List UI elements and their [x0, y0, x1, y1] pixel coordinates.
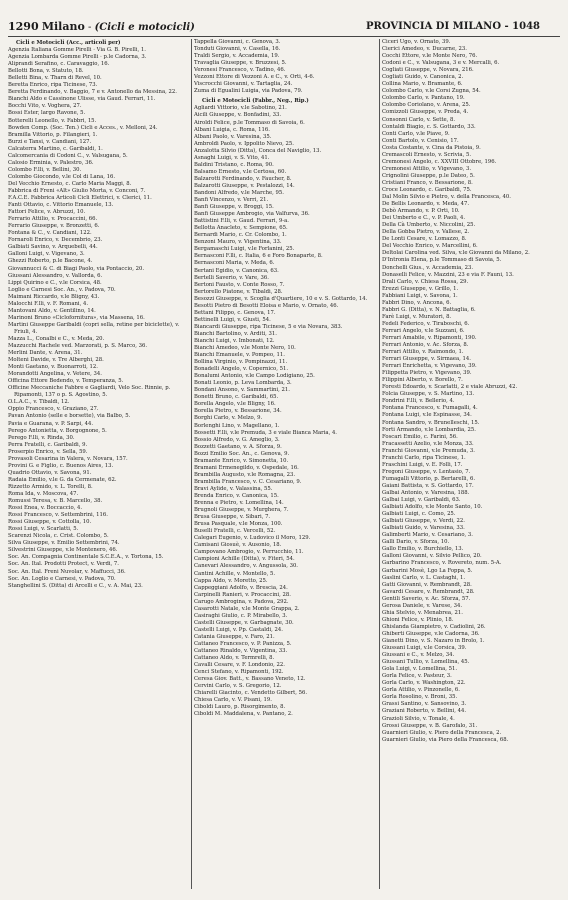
- list-item: Perego F.lli, v. Rinda, 30.: [8, 434, 75, 441]
- list-item: Ferrari Attilio, v. Raimondo, 1.: [382, 349, 464, 356]
- list-item: Codoni e C., v. Valsugana, 3 e v. Mercalli, 6.: [382, 60, 500, 67]
- list-item: Benzoni Mauro, v. Vigentina, 33.: [194, 239, 282, 246]
- list-item: Brambilla Francesco, v. C. Cesariano, 9.: [194, 478, 302, 485]
- list-item: Guarnieri Giulio, via Piero della Francesca, 68.: [382, 736, 509, 743]
- list-item: Colombo Giocondo, v.le Col di Lana, 16.: [8, 173, 116, 180]
- list-item: Ghezzi Roberto, p.le Bacone, 4.: [8, 258, 93, 265]
- list-item: Bozzetti Gaetano, v. A. Sforza, 9.: [194, 443, 282, 450]
- list-item: Gola Luigi, v. Lomellina, 51.: [382, 666, 458, 673]
- list-item: Conti Carlo, v.le Piave, 9.: [382, 130, 450, 137]
- list-item: Besozzi Giuseppe, v. Scoglia d'Quartiere, 10 e v. S. Gottardo, 14.: [194, 295, 368, 302]
- list-item: Aicili Giuseppe, v. Bonfadini, 33.: [194, 112, 282, 119]
- list-item: Soc. An. Ital. Prodotti Protect, v. Verdi, 7.: [8, 561, 119, 568]
- list-item: Baldini Tristano, c. Roma, 90.: [194, 161, 274, 168]
- list-item: Cogliati Giuseppe, v. Novara, 216.: [382, 67, 474, 74]
- list-item: Pavia e Guarana, v. P. Sarpi, 44.: [8, 420, 94, 427]
- list-item: Costa Costante, v. Cina da Pistoia, 9.: [382, 144, 481, 151]
- list-item: Perego Antonietta, v. Borgognone, 5.: [8, 427, 107, 434]
- list-item: Rossi Giuseppe, v. Cottolla, 10.: [8, 519, 92, 526]
- listing: [194, 105, 376, 718]
- list-item: Balsamo Ernesto, v.le Certosa, 60.: [194, 168, 287, 175]
- list-item: Fondrini F.lli, v. Bellerio, 4.: [382, 398, 455, 405]
- list-item: Galbai Antonio, v. Varesina, 188.: [382, 490, 470, 496]
- list-item: Ceresa Giov. Batt., v. Bassano Veneto, 12.: [194, 676, 306, 683]
- list-item: Fontana Sandro, v. Brunelleschi, 15.: [382, 419, 480, 426]
- list-item: Grossi Giuseppe, v. B. Garofalo, 31.: [382, 722, 478, 729]
- section-subtitle: (Cicli e motocicli): [94, 22, 195, 33]
- list-item: Ferrari Angelo, v.le Suzzani, 6.: [382, 327, 465, 334]
- list-item: Biancardi Giuseppe, ripa Ticinese, 5 e via Novara, 383.: [194, 323, 343, 330]
- page-number: 1290: [8, 20, 39, 33]
- list-item: Contaldi Biagio, c. S. Gottardo, 33.: [382, 123, 476, 130]
- list-item: Beretta Enrico, ripa Ticinese, 73.: [8, 82, 98, 89]
- list-item: Fontana & C., v. Candiani, 122.: [8, 230, 92, 237]
- list-item: Bollina Virginio, v. Pompinazzi, 11.: [194, 359, 288, 366]
- column-1: [8, 39, 188, 889]
- list-item: Rossi Francesco, v. Settembrini, 116.: [8, 512, 108, 519]
- list-item: F.A.C.E. Fabbrica Articoli Cicli Elettrici, v. Clerici, 11.: [8, 195, 152, 202]
- list-item: Bianchi Luigi, v. Imbonati, 12.: [194, 337, 275, 344]
- list-item: Gaiani Battista, v. S. Gottardo, 17.: [382, 482, 474, 489]
- list-item: Cervini Carlo, v. S. Gregorio, 12.: [194, 683, 282, 690]
- list-item: Guarnieri Giulio, v. Piero della Francesca, 2.: [382, 729, 502, 736]
- list-item: Martini Giuseppe Garibaldi (copri sella, retine per biciclette), v. Friuli, 4.: [8, 321, 180, 335]
- list-item: Galbiati Savino, v. Arquebelli, 44.: [8, 244, 98, 251]
- list-item: Bramani Ermenegildo, v. Ospedale, 16.: [194, 464, 299, 471]
- list-item: Colombo Carlo, v. Pantano, 19.: [382, 95, 465, 102]
- list-item: Castelli Luigi, v. Pp. Castaldi, 24.: [194, 626, 283, 633]
- list-item: Dei Umberto e C., v. P. Paoli, 4.: [382, 215, 466, 222]
- list-item: Galloni Giovanni, v. Silvio Pellico, 20.: [382, 553, 482, 560]
- list-item: Monti Gaetano, v. Buonarroti, 12.: [8, 364, 98, 371]
- list-item: Quadrio Ottavio, v. Savona, 91.: [8, 469, 92, 476]
- list-item: Cattaneo Francesco, v. P. Panizza, 5.: [194, 640, 292, 647]
- list-item: Pavan Antonio (selle e borsette), via Balbo, 5.: [8, 413, 131, 420]
- list-item: Agliardi Vittorio, v.le Sabotino, 21.: [194, 105, 287, 112]
- list-item: Bettani Filippo, c. Genova, 17.: [194, 309, 276, 316]
- list-item: Galbiati Adolfo, v.le Monte Santo, 10.: [382, 504, 483, 511]
- list-item: Franchi Giovanni, v.le Premuda, 3.: [382, 447, 475, 454]
- list-item: Ferrario Giuseppe, v. Bronzetti, 6.: [8, 223, 100, 230]
- list-item: Conti Bartolo, v. Cenisio, 17.: [382, 137, 459, 144]
- list-item: Borella Pietro, v. Bessarione, 34.: [194, 408, 282, 415]
- list-item: Mazzucchi Rachele ved. Marzorati, p. S. Marco, 36.: [8, 343, 148, 350]
- list-item: Carugo Ambrogina, v. Padova, 292.: [194, 598, 289, 605]
- list-item: Ciboldi Lauro, p. Risorgimento, 8.: [194, 704, 286, 711]
- list-item: Fattori Felice, v. Abruzzi, 10.: [8, 209, 86, 216]
- list-item: Proserpio Enrico, v. Sella, 59.: [8, 448, 88, 455]
- list-item: Ferrario Attilio, v. Procaccini, 66.: [8, 216, 98, 223]
- list-item: Gorla Felice, v. Pasteur, 3.: [382, 673, 452, 680]
- list-item: Vezzoni Ettore di Vezzoni A. e C., v. Orti, 4-6.: [194, 74, 315, 81]
- list-item: Rossi Luigi, v. Scarlatti, 5.: [8, 526, 79, 533]
- list-item: Canevari Alessandro, v. Angussola, 30.: [194, 563, 298, 570]
- list-item: Calcomercania di Codoni C., v. Valsugana, 5.: [8, 152, 128, 159]
- list-item: Calegari Eugenio, v. Ludovico il Moro, 129.: [194, 535, 311, 542]
- list-item: Marinoni Bruno «Ciclofornitura», via Massena, 16.: [8, 314, 145, 321]
- list-item: Bergamaschi Luigi, v.le Forlanini, 25.: [194, 246, 295, 253]
- page-ref: 1048: [512, 21, 540, 32]
- list-item: Albani Paolo, v. Varesina, 35.: [194, 133, 272, 140]
- list-item: Bianchi Bartolino, v. Arditi, 31.: [194, 330, 277, 337]
- list-item: Bossio Alfredo, v. G. Ameglio, 3.: [194, 436, 280, 443]
- list-item: Bonadelli Angelo, v. Copernico, 51.: [194, 366, 289, 373]
- list-item: Gallo Emilio, v. Burchiello, 13.: [382, 546, 464, 553]
- list-item: De Bellis Leonardo, v. Meda, 47.: [382, 201, 470, 208]
- list-item: Traldi Sergio, v. Accademia, 19.: [194, 53, 280, 60]
- list-item: Lippi Quirino e C., v.le Corsica, 48.: [8, 279, 102, 286]
- list-item: Fornaroli Enrico, v. Decembrio, 23.: [8, 237, 103, 244]
- list-item: Bocchi Vito, v. Voghera, 27.: [8, 103, 82, 110]
- column-divider: [379, 39, 380, 889]
- list-item: Casarotti Natale, v.le Monte Grappa, 2.: [194, 605, 300, 612]
- list-item: Ghiberti Giuseppe, v.le Cadorna, 36.: [382, 630, 480, 637]
- list-item: Ghia Stelvio, v. Menabrea, 21.: [382, 609, 463, 616]
- list-item: Collina Mario, v. Bramante, 6.: [382, 81, 463, 88]
- list-item: Gavardi Cesare, v. Rembrandt, 28.: [382, 588, 475, 595]
- list-item: Crignolini Giuseppe, p.le Dateo, 5.: [382, 172, 475, 179]
- list-item: Catania Giuseppe, v. Faro, 21.: [194, 633, 275, 640]
- list-item: Cattaneo Aldo, v. Termrelli, 8.: [194, 655, 275, 662]
- list-item: Ghioni Felice, v. Plinio, 18.: [382, 616, 454, 623]
- list-item: Cremonesi Angelo, c. XXVIII Ottobre, 196.: [382, 158, 497, 165]
- list-item: Buselli Fratelli, c. Vercelli, 52.: [194, 528, 276, 535]
- list-item: Gianetti Dino, v. S. Nazaro in Brolo, 1.: [382, 637, 485, 644]
- list-item: Bernardi Mario, c. Cr. Colombo, 1.: [194, 232, 287, 239]
- list-item: Malocchi F.lli, v. F. Romani, 4.: [8, 300, 89, 307]
- list-item: Mantovani Aldo, v. Gentilino, 14.: [8, 307, 96, 314]
- column-divider: [191, 39, 192, 889]
- column-3: [382, 39, 560, 889]
- list-item: Gentili Saverio, v. Ac. Sforza, 57.: [382, 595, 471, 602]
- list-item: Brambilla Augusto, v.le Romagna, 23.: [194, 471, 296, 478]
- list-item: Bertorello Piatone, v. Tibaldi, 28.: [194, 288, 283, 295]
- list-item: Cappeggiani Adolfo, v. Brescia, 24.: [194, 584, 288, 591]
- list-item: Tonduti Giovanni, v. Casella, 16.: [194, 46, 281, 53]
- list-item: Giussani Tullio, v. Lomellina, 45.: [382, 659, 470, 666]
- list-item: Bondani Ansono, v. Sammartini, 21.: [194, 387, 290, 394]
- list-item: Borella Angelo, v.le Bligny, 16.: [194, 401, 276, 408]
- list-item: Cocchi Ettore, v.le Monte Nero, 76.: [382, 53, 478, 60]
- columns: [8, 39, 560, 889]
- list-item: Bramante Enrico, v. Simonetta, 10.: [194, 457, 289, 464]
- list-item: Camisani Giosuè, v. Ausonio, 18.: [194, 542, 282, 549]
- list-item: Fanti Ottavio, c. Vittorio Emanuele, 13.: [8, 202, 114, 209]
- column-2: [194, 39, 376, 889]
- list-item: Zuma di Egualini Luigia, via Padova, 79.: [194, 88, 303, 95]
- list-item: Brenda Enrico, v. Canonica, 15.: [194, 493, 279, 499]
- list-item: Croce Leonardo, c. Garibaldi, 75.: [382, 186, 472, 193]
- list-item: Tappella Giovanni, c. Genova, 3.: [194, 39, 281, 45]
- list-item: Bramilla Vittorio, p. Filangieri, 1.: [8, 131, 98, 138]
- list-item: Rizzetto Armido, v. L. Torelli, 8.: [8, 483, 93, 490]
- list-item: Ghislanda Giampietro, v. Cadiolini, 26.: [382, 623, 486, 630]
- province-title: PROVINCIA DI MILANO: [365, 21, 502, 32]
- list-item: Oppio Francesco, v. Graziano, 27.: [8, 406, 99, 413]
- list-item: Grassi Santino, v. Sansovino, 3.: [382, 701, 467, 708]
- list-item: Bertelli Saverio, v. Vare, 36.: [194, 274, 269, 281]
- list-item: D'Intronia Elena, p.le Tommaso di Savoia, 5.: [382, 257, 502, 264]
- list-item: Brusa Giuseppe, v. Sibari, 7.: [194, 514, 271, 521]
- list-item: Cenci Stefano, v. Ripamonti, 192.: [194, 669, 284, 676]
- list-item: Agenzia Italiana Gomme Pirelli · Via G. B. Pirelli, 1.: [8, 47, 146, 54]
- list-item: De Lonti Cesare, v. Lomazzo, 8.: [382, 236, 467, 243]
- list-item: Del Vecchio Ernesto, c. Carlo Maria Maggi, 8.: [8, 180, 132, 187]
- list-item: Cavalli Cesare, v. F. Londonio, 22.: [194, 662, 285, 669]
- list-item: Airoldi Felice, p.le Tommaso di Savoia, 6.: [194, 119, 305, 126]
- list-item: Debò Armando, v. P. Orti, 10.: [382, 208, 460, 215]
- header-right: PROVINCIA DI MILANO - 1048: [365, 21, 540, 32]
- list-item: Cantini Achille, v. Montello, 5.: [194, 570, 276, 577]
- list-item: Officine Meccaniche Fabbre e Gagliardi, Velo Soc. Rinnie, p. Ripamonti, 137 o p. S. Agostino, 5.: [8, 385, 171, 399]
- list-item: Foresti Edoardo, v. Scarlatti, 2 e viale Abruzzi, 42.: [382, 384, 518, 391]
- list-item: Banfi Giuseppe Ambrogio, via Valfurva, 36.: [194, 211, 310, 218]
- list-item: Cappa Aldo, v. Moretto, 25.: [194, 577, 268, 584]
- list-item: Calcaterra Martino, c. Garibaldi, 1.: [8, 145, 103, 152]
- list-item: Franchi Carlo, ripa Ticinese, 1.: [382, 454, 466, 461]
- list-item: Campioni Achille (Ditta), v. Fiteri, 54.: [194, 556, 295, 563]
- list-item: Carpinelli Ranieri, v. Procaccini, 28.: [194, 591, 291, 598]
- list-item: Viscrocchi Giovanni, v. Tartaglia, 24.: [194, 81, 293, 88]
- list-item: Gorla Carlo, v. Washington, 22.: [382, 680, 466, 687]
- list-item: Bandoni Alfredo, v.le Marche, 95.: [194, 189, 284, 196]
- list-item: Casiraghi Giulio, c. P. Mirabello, 3.: [194, 612, 288, 619]
- list-item: Galbiati Guido, v. Varesina, 33.: [382, 525, 465, 532]
- list-item: Cristiani Franco, v. Bessarione, 8.: [382, 179, 473, 186]
- list-item: Romussi Teresa, v. B. Marcello, 38.: [8, 498, 103, 505]
- list-item: Bellotti Bona, v. Statuto, 18.: [8, 68, 84, 75]
- list-item: Donchelli Gius., v. Accademia, 23.: [382, 264, 474, 271]
- list-item: Brugnoli Giuseppe, v. Murghera, 7.: [194, 507, 289, 514]
- list-item: Rossi Enea, v. Boccaccio, 4.: [8, 505, 83, 512]
- list-item: Del Vecchio Enrico, v. Marcellini, 6.: [382, 243, 478, 250]
- list-item: Ferrari Giuseppe, v. Sirmaea, 14.: [382, 356, 471, 363]
- list-item: Della Gobba Pietro, v. Vallese, 2.: [382, 229, 470, 236]
- list-item: Cattaneo Rinaldo, v. Vigentina, 33.: [194, 648, 288, 655]
- list-item: Cogliati Guido, v. Canonica, 2.: [382, 74, 464, 81]
- listing: [8, 47, 188, 590]
- list-item: Farè Luigi, v. Muratori, 8.: [382, 313, 452, 320]
- list-item: Bossetti F.lli, v.le Premuda, 3 e viale Bianca Maria, 4.: [194, 429, 337, 436]
- list-item: Fabbiani Luigi, v. Savona, 1.: [382, 292, 458, 299]
- list-item: Maimani Riccardo, v.le Bligny, 43.: [8, 293, 100, 300]
- list-item: O.L.A.C., v. Tibaldi, 12.: [8, 399, 70, 406]
- list-item: Asnaghi Luigi, v. S. Vito, 41.: [194, 154, 270, 161]
- list-item: Officina Ettore Bedendo, v. Temperanza, 5.: [8, 378, 124, 385]
- list-item: Fabbri Dino, v. Ancona, 6.: [382, 299, 452, 306]
- list-item: Perra Fratelli, c. Garibaldi, 9.: [8, 441, 88, 448]
- list-item: Giussani Alessandro, v. Vallorda, 6.: [8, 272, 103, 279]
- list-item: Chiesa Carlo, v. V. Pisani, 19.: [194, 697, 272, 704]
- list-item: Filippini Alberto, v. Borello, 7.: [382, 377, 463, 384]
- list-item: Soc. An. Loglio e Carnesi, v. Padova, 70.: [8, 575, 116, 582]
- section-heading: Cicli e Motocicli (Fabbr., Neg., Rip.): [202, 98, 309, 105]
- list-item: Beretta Ferdinando, v. Baggio, 7 e v. Antonello da Messina, 22.: [8, 89, 177, 96]
- list-item: Bravi Aylide, v. Valassina, 55.: [194, 485, 273, 492]
- list-item: Giussani e C., v. Melzo, 34.: [382, 652, 455, 659]
- list-item: Garbarino Francesco, v. Rovereto, num. 5-A.: [382, 560, 502, 567]
- list-item: Cremascoli Ernesto, v. Scrivia, 5.: [382, 151, 472, 158]
- list-item: Agenzia Lombarda Gomme Pirelli · p.le Cadorna, 3.: [8, 54, 147, 61]
- list-item: Balzarotti Giuseppe, v. Pestalozzi, 14.: [194, 182, 295, 189]
- list-item: Provini G. e Figlio, c. Buenos Aires, 13.: [8, 462, 114, 469]
- section-heading: Cicli e Motocicli (Acc., articoli per): [16, 40, 121, 46]
- list-item: Bossi Ester, largo Ravone, 5.: [8, 110, 86, 117]
- list-item: Silva Giuseppe, v. Emilio Settembrini, 74.: [8, 540, 120, 547]
- list-item: Garbarini Mosè, Lgo La Foppa, 5.: [382, 567, 473, 574]
- list-item: Brenna e Pietro, v. Lomellina, 14.: [194, 500, 284, 507]
- list-item: Galbiati Giuseppe, v. Verdi, 22.: [382, 518, 465, 525]
- list-item: Folcia Giuseppe, v. S. Martino, 13.: [382, 391, 475, 398]
- list-item: Gaslini Carlo, v. L. Castaghi, 1.: [382, 574, 466, 581]
- list-item: Ambroldi Paolo, v. Ippolito Nievo, 25.: [194, 140, 294, 147]
- list-item: Filippetta Pietro, v. Vigevano, 39.: [382, 370, 472, 377]
- list-item: Bernasconi Maria, v. Meda, 6.: [194, 260, 275, 267]
- list-item: Castelli Giuseppe, v. Garbagnate, 30.: [194, 619, 294, 626]
- list-item: Gorla Rosolino, v. Broni, 35.: [382, 694, 458, 701]
- list-item: Fumagalli Vittorio, p. Bertarelli, 6.: [382, 475, 476, 482]
- list-item: Erezzi Giuseppe, v. Grillo, 1.: [382, 285, 459, 292]
- list-item: Bettinelli Luigi, v. Giusti, 54.: [194, 316, 271, 323]
- list-item: Silvestrini Giuseppe, v.le Montenero, 46.: [8, 547, 118, 554]
- list-item: Morandotti Angelina, v. Vetere, 34.: [8, 371, 102, 378]
- list-item: Battistini F.lli, v. Gaud. Ferrari, 9-a.: [194, 218, 289, 225]
- city-name: Milano: [41, 20, 85, 33]
- list-item: Aliprandi Serafino, c. Caravaggio, 16.: [8, 61, 110, 68]
- list-item: Ferrari Amabile, v. Ripamonti, 190.: [382, 334, 477, 341]
- list-item: Bellotta Anacleto, v. Sempione, 65.: [194, 225, 288, 232]
- listing: [194, 39, 376, 95]
- list-item: Borghi Carlo, v. Melzo, 9.: [194, 415, 263, 422]
- list-item: Molteni Davide, v. Tre Alberghi, 28.: [8, 357, 104, 364]
- list-item: Gatti Giovanni, v. Rembrandt, 28.: [382, 581, 472, 588]
- list-item: Brusa Pasquale, v.le Monza, 100.: [194, 521, 283, 528]
- list-item: Provasoli Cesarina in Valera, v. Novara, 157.: [8, 455, 128, 462]
- list-item: Borlenghi Lino, v. Magellano, 1.: [194, 422, 280, 429]
- list-item: Roma Ida, v. Moscova, 47.: [8, 491, 79, 497]
- list-item: Calosio Erminia, v. Palestro, 36.: [8, 159, 94, 166]
- list-item: Bowden Comp. (Soc. Ten.) Cicli e Acces., v. Melloni, 24.: [8, 124, 158, 131]
- header-left: 1290 Milano - (Cicli e motocicli): [8, 20, 195, 33]
- list-item: Galbai Luigi, v. Garibaldi, 63.: [382, 497, 461, 504]
- list-item: Cremonesi Attilio, v. Vigevano, 3.: [382, 165, 472, 172]
- list-item: Bonati Leonio, p. Leva Lombarda, 3.: [194, 380, 292, 387]
- list-item: Donaselli Felice, v. Mazzini, 23 e via F. Fauni, 13.: [382, 271, 514, 278]
- list-item: Bianchi Emanuele, v. Pompeo, 11.: [194, 352, 285, 359]
- list-item: Graziani Roberto, v. Bellini, 44.: [382, 708, 467, 715]
- list-item: Comizzoli Giuseppe, v. Preda, 4.: [382, 109, 469, 116]
- list-item: Fraschini Luigi, v. E. Folli, 17.: [382, 461, 463, 468]
- listing: [382, 39, 560, 744]
- list-item: Besotti Pietro di Besotti Eloisa e Mario, v. Ornato, 46.: [194, 302, 339, 309]
- list-item: Travaglia Giuseppe, v. Bruzzesi, 5.: [194, 60, 287, 67]
- list-item: Galimberti Mario, v. Cesariano, 3.: [382, 532, 473, 539]
- list-item: Radaia Emilio, v.le G. da Cermenate, 62.: [8, 476, 117, 483]
- list-item: Foscari Emilio, c. Farini, 56.: [382, 433, 458, 440]
- list-item: Soc. An. Ital. Freni Nuvolar, v. Maffucci, 36.: [8, 568, 126, 575]
- list-item: Balzarotti Ferdinando, v. Faucher, 8.: [194, 175, 292, 182]
- list-item: Cierici Amedeo, v. Ducarne, 23.: [382, 46, 467, 53]
- list-item: Colombo Coriolano, v. Arena, 25.: [382, 102, 471, 109]
- list-item: Bonalumi Antonio, v.le Campo Lodigiano, 25.: [194, 373, 315, 380]
- list-item: Scarenzi Nicola, c. Crist. Colombo, 5.: [8, 533, 109, 540]
- list-item: Bertani Egidio, v. Canonica, 63.: [194, 267, 279, 274]
- list-item: Fabbrica di Freni «Alt» Giulio Morta, v. Conconi, 7.: [8, 187, 146, 194]
- list-item: Mazza L., Conalbi e C., v. Meda, 20.: [8, 335, 105, 342]
- list-item: Bianchi Amedeo, v.le Monte Nero, 10.: [194, 345, 296, 352]
- list-item: Merlini Dante, v. Arena, 31.: [8, 350, 83, 357]
- list-item: Campovano Ambrogio, v. Perrucchio, 11.: [194, 549, 304, 556]
- list-item: Loglio e Carnesi Soc. An., v. Padova, 70.: [8, 286, 116, 293]
- list-item: Bozzi Emilio Soc. An., c. Genova, 9.: [194, 450, 290, 457]
- list-item: Fracassetti Azelio, v.le Monza, 33.: [382, 440, 474, 447]
- list-item: Galli Dario, v. Sforza, 10.: [382, 539, 450, 546]
- list-item: Burzi e Tansi, v. Candiani, 127.: [8, 138, 92, 145]
- list-item: Stanghellini S. (Ditta) di Arcelli e C., v. A. Mai, 23.: [8, 582, 143, 589]
- list-item: Consonni Carlo, v. Sette, 8.: [382, 116, 456, 123]
- list-item: Colombo F.lli, v. Bellini, 30.: [8, 166, 82, 173]
- list-item: Bonetti Bruno, c. Garibaldi, 65.: [194, 394, 279, 401]
- list-item: Fontana Francesco, v. Fumagalli, 4.: [382, 405, 478, 412]
- list-item: Grazioli Silvio, v. Tonale, 4.: [382, 715, 455, 722]
- list-item: Giussani Luigi, v.le Corsica, 39.: [382, 645, 467, 652]
- list-item: Belletti Bina, v. Tharn di Revel, 10.: [8, 75, 102, 82]
- page-header: [8, 20, 560, 37]
- list-item: Drali Carlo, v. Chiesa Rossa, 29.: [382, 278, 469, 285]
- list-item: Banfi Vincenzo, v. Verri, 21.: [194, 197, 269, 204]
- list-item: Deltolai Carolina ved. Silva, v.le Giovanni da Milano, 2.: [382, 250, 530, 257]
- list-item: Fabbri G. (Ditta), v. N. Battaglia, 6.: [382, 306, 476, 313]
- list-item: Galloni Luigi, v. Vigevano, 3.: [8, 251, 85, 258]
- list-item: Banfi Giuseppe, v. Broggi, 15.: [194, 204, 274, 211]
- list-item: Fedeli Federico, v. Tiraboschi, 6.: [382, 320, 470, 327]
- list-item: Ciboldi M. Maddalena, v. Pantano, 2.: [194, 711, 293, 718]
- list-item: Fregoni Giuseppe, v. Lentasio, 7.: [382, 468, 471, 475]
- list-item: Bianchi Aldo e Cassinone Ulisse, via Gaud. Ferrari, 11.: [8, 96, 156, 103]
- list-item: Veronesi Francesco, v. Tadino, 46.: [194, 67, 286, 74]
- list-item: Ferrari Enrichetta, v. Vigevano, 39.: [382, 363, 477, 370]
- list-item: Fontana Luigi, v.le Espinasse, 34.: [382, 412, 472, 419]
- list-item: Botterelli Leonello, v. Fabbri, 15.: [8, 117, 97, 124]
- list-item: Ferrari Antonio, v. Ac. Sforza, 8.: [382, 342, 469, 349]
- list-item: Della Cà Umberto, v. Niccolini, 25.: [382, 222, 476, 229]
- list-item: Gerosa Daniele, v. Varese, 34.: [382, 602, 463, 609]
- list-item: Colombo Carlo, v.le Corsi Zugna, 54.: [382, 88, 481, 95]
- list-item: Anzalotta Silvio (Ditta), Conca del Naviglio, 13.: [194, 147, 322, 154]
- list-item: Gorla Attilio, v. Pinzonelle, 6.: [382, 687, 460, 694]
- list-item: Chiarelli Giacinto, c. Vendetto Gilbert, 56.: [194, 690, 308, 697]
- list-item: Forti Armando, v.le Lombardia, 25.: [382, 426, 476, 433]
- list-item: Galbiati Luigi, c. Como, 25.: [382, 511, 456, 518]
- list-item: Bernasconi F.lli, c. Italia, 6 e Foro Bonaparte, 8.: [194, 253, 323, 260]
- list-item: Bertoni Fausto, v. Conte Rosso, 7.: [194, 281, 285, 288]
- list-item: Giovannucci & C. di Biagi Paolo, via Pontaccio, 20.: [8, 265, 145, 272]
- list-item: Dal Molin Silvio e Pietro, v. della Francesca, 40.: [382, 194, 511, 201]
- list-item: Soc. An. Compagnia Continentale S.C.E.A., v. Tortona, 15.: [8, 554, 164, 561]
- list-item: Ciceri Ugo, v. Ornato, 39.: [382, 39, 451, 45]
- list-item: Albani Luigia, c. Roma, 116.: [194, 126, 270, 133]
